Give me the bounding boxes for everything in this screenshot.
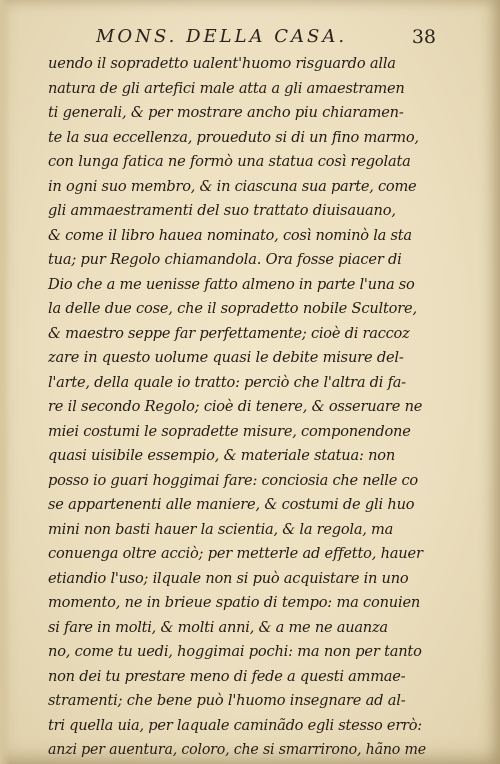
text-line: gli ammaestramenti del suo trattato diuisauano,	[48, 202, 396, 219]
text-line: conuenga oltre acciò; per metterle ad effetto, hauer	[48, 545, 423, 562]
text-line: etiandio l'uso; ilquale non si può acquistare in uno	[48, 569, 409, 587]
text-line: anzi per auentura, coloro, che si smarrirono, hãno me	[48, 741, 426, 758]
text-line: stramenti; che bene può l'huomo insegnare ad al-	[48, 692, 406, 709]
page-number: 38	[411, 26, 436, 48]
text-line: in ogni suo membro, & in ciascuna sua parte, come	[48, 177, 417, 195]
text-line: tri quella uia, per laquale caminãdo egli stesso errò:	[48, 716, 422, 734]
text-line: no, come tu uedi, hoggimai pochi: ma non per tanto	[48, 643, 422, 660]
text-line: uendo il sopradetto ualent'huomo risguardo alla	[48, 55, 396, 72]
page-gutter-shadow	[0, 0, 10, 764]
text-line: momento, ne in brieue spatio di tempo: ma conuien	[48, 594, 421, 611]
text-line: posso io guari hoggimai fare: conciosia che nelle co	[48, 471, 418, 489]
text-line: ti generali, & per mostrare ancho piu chiaramen-	[48, 104, 404, 121]
body-text	[48, 52, 426, 763]
text-line: con lunga fatica ne formò una statua così regolata	[48, 153, 411, 170]
text-line: l'arte, della quale io tratto: perciò che l'altra di fa-	[48, 373, 406, 391]
text-line: & come il libro hauea nominato, così nominò la sta	[48, 226, 412, 244]
text-line: si fare in molti, & molti anni, & a me ne auanza	[48, 618, 388, 636]
text-line: zare in questo uolume quasi le debite misure del-	[48, 349, 404, 366]
text-line: miei costumi le sopradette misure, componendone	[48, 422, 411, 440]
running-title: MONS. DELLA CASA.	[96, 26, 348, 47]
text-line: quasi uisibile essempio, & materiale statua: non	[48, 447, 396, 464]
page-header	[96, 26, 436, 52]
text-line: se appartenenti alle maniere, & costumi de gli huo	[48, 496, 415, 513]
text-line: mini non basti hauer la scientia, & la regola, ma	[48, 520, 394, 538]
text-line: natura de gli artefici male atta a gli amaestramen	[48, 79, 405, 97]
text-line: non dei tu prestare meno di fede a questi ammae-	[48, 667, 406, 685]
text-line: & maestro seppe far perfettamente; cioè di raccoz	[48, 324, 410, 342]
text-line: re il secondo Regolo; cioè di tenere, & osseruare ne	[48, 398, 423, 415]
text-line: Dio che a me uenisse fatto almeno in parte l'una so	[48, 275, 415, 293]
text-line: te la sua eccellenza, proueduto si di un fino marmo,	[48, 128, 419, 146]
text-line: tua; pur Regolo chiamandola. Ora fosse piacer di	[48, 251, 402, 268]
text-line: la delle due cose, che il sopradetto nobile Scultore,	[48, 300, 417, 317]
